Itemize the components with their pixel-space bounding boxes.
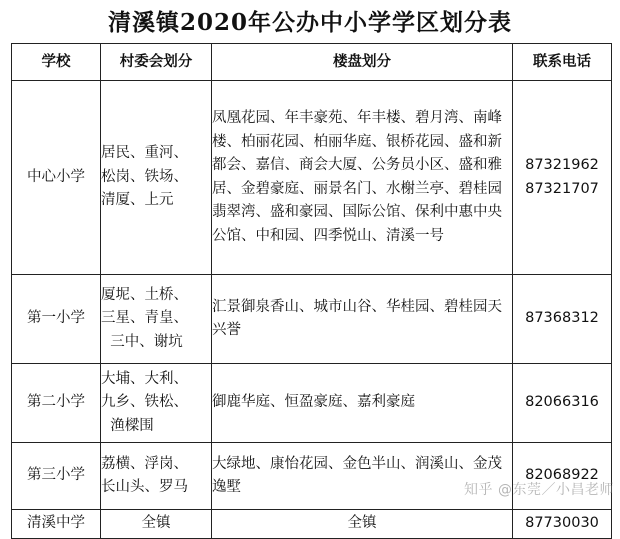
school-district-table — [11, 43, 612, 539]
estate-cell — [212, 275, 513, 364]
village-line: 大埔、大利、 — [101, 370, 188, 387]
phone-cell — [513, 510, 612, 539]
phone-number: 82068922 — [525, 467, 599, 484]
village-line: 松岗、铁场、 — [101, 168, 188, 185]
village-line: 清厦、上元 — [101, 192, 174, 209]
estate-line: 全镇 — [347, 515, 377, 532]
village-line: 九乡、铁松、 — [101, 394, 188, 411]
phone-cell — [513, 275, 612, 364]
school-cell: 第二小学 — [12, 364, 101, 443]
school-cell: 第三小学 — [12, 443, 101, 510]
estate-line: 公馆、中和园、四季悦山、清溪一号 — [212, 227, 444, 244]
table-row — [12, 81, 612, 275]
table-row — [12, 364, 612, 443]
header-village: 村委会划分 — [101, 44, 212, 81]
village-cell — [101, 81, 212, 275]
school-cell: 清溪中学 — [12, 510, 101, 539]
estate-cell — [212, 510, 513, 539]
estate-cell — [212, 364, 513, 443]
phone-cell — [513, 81, 612, 275]
phone-number: 87368312 — [525, 310, 599, 327]
village-line: 全镇 — [141, 515, 171, 532]
estate-line: 御鹿华庭、恒盈豪庭、嘉利豪庭 — [212, 394, 415, 411]
table-header-row — [12, 44, 612, 81]
village-line: 居民、重河、 — [101, 145, 188, 162]
school-cell: 第一小学 — [12, 275, 101, 364]
village-line: 三中、谢坑 — [101, 333, 183, 350]
header-phone: 联系电话 — [513, 44, 612, 81]
estate-cell — [212, 81, 513, 275]
phone-cell — [513, 364, 612, 443]
phone-number: 87321707 — [525, 180, 599, 197]
school-cell: 中心小学 — [12, 81, 101, 275]
phone-number: 82066316 — [525, 394, 599, 411]
estate-line: 凤凰花园、年丰豪苑、年丰楼、碧月湾、南峰 — [212, 110, 502, 126]
estate-line: 楼、柏丽花园、柏丽华庭、银桥花园、盛和新 — [212, 133, 502, 150]
village-cell — [101, 443, 212, 510]
estate-line: 大绿地、康怡花园、金色半山、润溪山、金茂 — [212, 455, 502, 472]
village-cell — [101, 275, 212, 364]
estate-line: 兴誉 — [212, 322, 241, 338]
village-cell — [101, 364, 212, 443]
estate-line: 逸墅 — [212, 479, 241, 495]
header-estate: 楼盘划分 — [212, 44, 513, 81]
watermark: 知乎 @东莞／小昌老师 — [464, 482, 614, 498]
village-line: 三星、青皇、 — [101, 310, 188, 327]
phone-number: 87321962 — [525, 157, 599, 173]
header-school: 学校 — [12, 44, 101, 81]
estate-cell — [212, 443, 513, 510]
village-line: 荔横、浮岗、 — [101, 455, 188, 472]
village-line: 渔樑围 — [101, 417, 154, 434]
estate-line: 汇景御泉香山、城市山谷、华桂园、碧桂园天 — [212, 298, 502, 315]
estate-line: 都会、嘉信、商会大厦、公务员小区、盛和雅 — [212, 157, 502, 173]
page-title: 清溪镇2020年公办中小学学区划分表 — [107, 9, 512, 36]
phone-number: 87730030 — [525, 515, 599, 532]
village-line: 厦坭、土桥、 — [101, 286, 188, 303]
estate-line: 居、金碧豪庭、丽景名门、水榭兰亭、碧桂园 — [212, 180, 502, 197]
village-cell — [101, 510, 212, 539]
table-row — [12, 443, 612, 510]
table-row — [12, 510, 612, 539]
village-line: 长山头、罗马 — [101, 479, 188, 495]
estate-line: 翡翠湾、盛和豪园、国际公馆、保利中惠中央 — [212, 204, 502, 220]
phone-cell — [513, 443, 612, 510]
table-row — [12, 275, 612, 364]
